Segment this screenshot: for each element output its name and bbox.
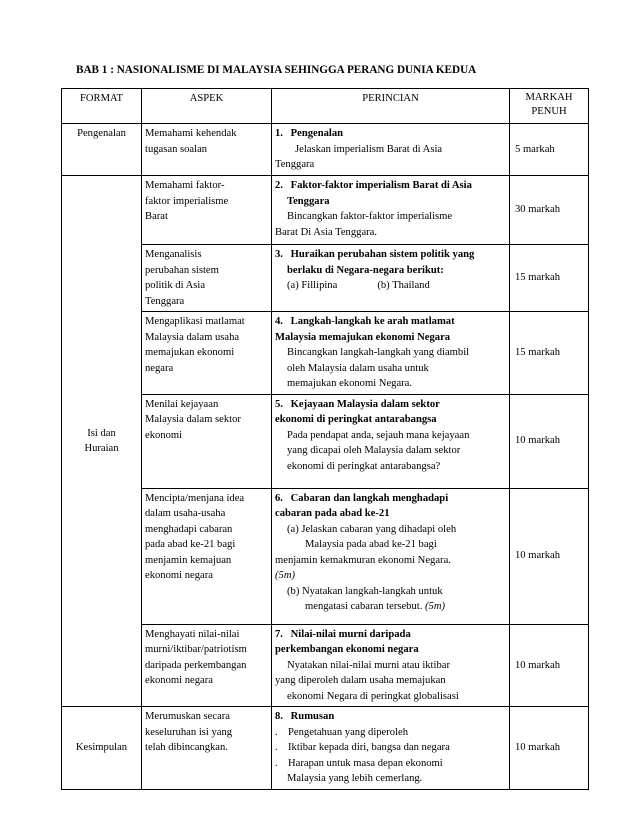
aspek-line: menjamin kemajuan — [145, 554, 232, 566]
item-heading-cont: berlaku di Negara-negara berikut: — [287, 264, 444, 276]
page-title: BAB 1 : NASIONALISME DI MALAYSIA SEHINGGA PERANG DUNIA KEDUA — [76, 64, 477, 76]
item-heading: Faktor-faktor imperialism Barat di Asia — [290, 180, 472, 191]
aspek-line: dalam usaha-usaha — [145, 508, 226, 519]
item-line: yang dicapai oleh Malaysia dalam sektor — [287, 445, 461, 456]
item-number: 6. — [275, 492, 283, 504]
item-line: Jelaskan imperialism Barat di Asia — [295, 143, 443, 155]
table-row — [62, 707, 589, 790]
aspek-line: perubahan sistem — [145, 264, 219, 276]
aspek-line: ekonomi — [145, 429, 183, 441]
item-heading: Kejayaan Malaysia dalam sektor — [290, 398, 440, 410]
perincian-cell — [272, 124, 510, 176]
table-row — [62, 624, 589, 707]
aspek-line: Mengaplikasi matlamat — [145, 316, 245, 327]
item-heading: Pengenalan — [290, 128, 344, 139]
aspek-cell — [142, 176, 272, 245]
option-b: (b) Thailand — [377, 280, 430, 291]
item-line: mengatasi cabaran tersebut. — [305, 601, 423, 612]
markah-cell: 10 markah — [510, 488, 589, 624]
table-row — [62, 394, 589, 488]
item-line: oleh Malaysia dalam usaha untuk — [287, 362, 429, 374]
item-number: 7. — [275, 628, 283, 640]
item-marks: (5m) — [425, 601, 446, 612]
item-number: 2. — [275, 180, 283, 191]
aspek-line: Memahami kehendak — [145, 128, 237, 139]
header-penuh-label: PENUH — [531, 106, 567, 117]
item-line: (b) Nyatakan langkah-langkah untuk — [287, 585, 443, 597]
aspek-line: Menghayati nilai-nilai — [145, 628, 240, 640]
bullet: . — [275, 726, 278, 738]
option-a: (a) Fillipina — [287, 280, 338, 291]
aspek-line: faktor imperialisme — [145, 195, 229, 207]
aspek-cell — [142, 394, 272, 488]
table-row — [62, 124, 589, 176]
item-line: Tenggara — [275, 159, 315, 170]
header-markah-label: MARKAH — [525, 92, 573, 103]
list-item: Pengetahuan yang diperoleh — [288, 726, 409, 738]
item-number: 8. — [275, 711, 283, 722]
item-line: Barat Di Asia Tenggara. — [275, 226, 378, 238]
format-isi-huraian — [62, 176, 142, 707]
aspek-line: telah dibincangkan. — [145, 742, 228, 753]
perincian-cell — [272, 394, 510, 488]
aspek-line: menghadapi cabaran — [145, 523, 233, 535]
aspek-cell — [142, 245, 272, 312]
header-markah — [510, 89, 589, 124]
perincian-cell — [272, 624, 510, 707]
header-aspek — [142, 89, 272, 124]
table-row — [62, 488, 589, 624]
aspek-line: Memahami faktor- — [145, 180, 225, 191]
header-format-label: FORMAT — [80, 93, 123, 104]
item-line: (a) Jelaskan cabaran yang dihadapi oleh — [287, 523, 457, 535]
aspek-line: Mencipta/menjana idea — [145, 492, 245, 504]
header-row — [62, 89, 589, 124]
aspek-cell — [142, 124, 272, 176]
format-kesimpulan: Kesimpulan — [62, 707, 142, 790]
list-item-cont: Malaysia yang lebih cemerlang. — [287, 773, 423, 784]
markah-cell: 30 markah — [510, 176, 589, 245]
aspek-cell — [142, 707, 272, 790]
markah-cell: 15 markah — [510, 312, 589, 395]
header-aspek-label: ASPEK — [189, 93, 224, 104]
markah-cell: 10 markah — [510, 394, 589, 488]
item-heading-cont: Malaysia memajukan ekonomi Negara — [275, 331, 451, 343]
markah-cell: 10 markah — [510, 624, 589, 707]
item-heading: Cabaran dan langkah menghadapi — [290, 492, 449, 504]
aspek-cell — [142, 488, 272, 624]
item-line: menjamin kemakmuran ekonomi Negara. — [275, 554, 451, 566]
perincian-cell — [272, 488, 510, 624]
table-row — [62, 176, 589, 245]
perincian-cell — [272, 707, 510, 790]
header-perincian — [272, 89, 510, 124]
aspek-cell — [142, 312, 272, 395]
aspek-line: memajukan ekonomi — [145, 347, 235, 358]
table-row — [62, 245, 589, 312]
aspek-line: ekonomi negara — [145, 675, 213, 686]
aspek-cell — [142, 624, 272, 707]
table-row — [62, 312, 589, 395]
list-item: Harapan untuk masa depan ekonomi — [288, 757, 443, 769]
item-line: Malaysia pada abad ke-21 bagi — [305, 539, 437, 550]
item-line: memajukan ekonomi Negara. — [287, 378, 413, 389]
item-heading: Langkah-langkah ke arah matlamat — [290, 316, 455, 327]
aspek-line: Malaysia dalam usaha — [145, 331, 240, 343]
list-item: Iktibar kepada diri, bangsa dan negara — [288, 742, 450, 753]
item-heading-cont: perkembangan ekonomi negara — [275, 644, 419, 655]
aspek-line: Menganalisis — [145, 249, 202, 260]
item-heading-cont: Tenggara — [287, 195, 330, 207]
item-line: yang diperoleh dalam usaha memajukan — [275, 675, 446, 686]
item-heading: Nilai-nilai murni daripada — [290, 628, 411, 640]
format-isi-line: Isi dan — [87, 427, 116, 439]
item-line: Pada pendapat anda, sejauh mana kejayaan — [287, 429, 470, 441]
format-huraian-line: Huraian — [84, 443, 119, 454]
aspek-line: Menilai kejayaan — [145, 398, 219, 410]
item-heading: Huraikan perubahan sistem politik yang — [290, 249, 475, 260]
markah-cell: 10 markah — [510, 707, 589, 790]
format-pengenalan: Pengenalan — [62, 124, 142, 176]
item-line: ekonomi di peringkat antarabangsa? — [287, 460, 441, 472]
item-number: 5. — [275, 398, 283, 410]
aspek-line: negara — [145, 362, 174, 374]
header-perincian-label: PERINCIAN — [362, 93, 419, 104]
item-heading-cont: cabaran pada abad ke-21 — [275, 508, 390, 519]
aspek-line: Tenggara — [145, 295, 185, 307]
bullet: . — [275, 757, 278, 769]
header-format — [62, 89, 142, 124]
item-line: Nyatakan nilai-nilai murni atau iktibar — [287, 659, 450, 671]
perincian-cell — [272, 176, 510, 245]
markah-cell: 5 markah — [510, 124, 589, 176]
item-marks: (5m) — [275, 570, 296, 581]
aspek-line: Malaysia dalam sektor — [145, 414, 241, 425]
item-number: 1. — [275, 128, 283, 139]
aspek-line: daripada perkembangan — [145, 659, 247, 671]
perincian-cell — [272, 312, 510, 395]
item-line: Bincangkan langkah-langkah yang diambil — [287, 347, 470, 358]
item-heading-cont: ekonomi di peringkat antarabangsa — [275, 414, 437, 425]
aspek-line: murni/iktibar/patriotism — [145, 644, 247, 655]
aspek-line: Barat — [145, 211, 168, 222]
perincian-cell — [272, 245, 510, 312]
item-heading: Rumusan — [290, 711, 335, 722]
aspek-line: keseluruhan isi yang — [145, 726, 233, 738]
item-line: ekonomi Negara di peringkat globalisasi — [287, 690, 459, 702]
aspek-line: pada abad ke-21 bagi — [145, 539, 236, 550]
aspek-line: ekonomi negara — [145, 570, 213, 581]
markah-cell: 15 markah — [510, 245, 589, 312]
bullet: . — [275, 742, 278, 753]
aspek-line: Merumuskan secara — [145, 711, 231, 722]
aspek-line: politik di Asia — [145, 280, 206, 291]
item-line: Bincangkan faktor-faktor imperialisme — [287, 211, 453, 222]
item-number: 3. — [275, 249, 283, 260]
item-number: 4. — [275, 316, 283, 327]
marking-scheme-table — [61, 88, 589, 790]
aspek-line: tugasan soalan — [145, 143, 208, 155]
